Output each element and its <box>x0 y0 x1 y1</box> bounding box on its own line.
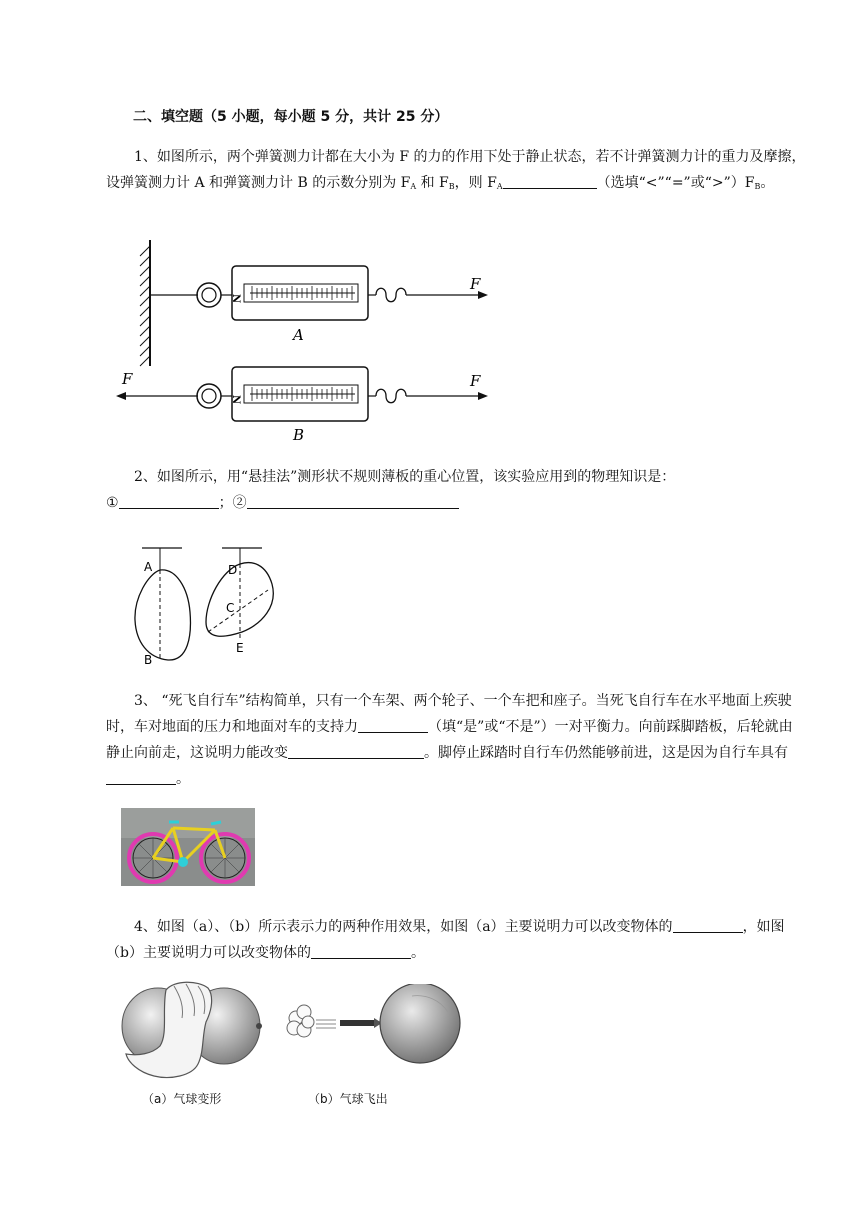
q4-answer-blank-2[interactable] <box>311 942 411 959</box>
point-c-label: C <box>226 601 235 615</box>
air-puff <box>287 1005 314 1037</box>
q1-text-d: （选填“<”“=”或“>”）F <box>596 175 755 191</box>
q1-text-e: 。 <box>760 175 775 191</box>
balloon-deformed-figure <box>118 980 266 1082</box>
q4-text-b: ，如图（b）主要说明力可以改变物体的 <box>106 919 785 961</box>
q3-text-c: 。脚停止踩踏时自行车仍然能够前进，这是因为自行车具有 <box>424 745 788 761</box>
scale-b-unit: N <box>230 395 241 405</box>
bicycle-photo <box>121 808 255 886</box>
q1-answer-blank[interactable] <box>503 172 597 189</box>
question-4 <box>106 914 806 966</box>
q4-text-a: 4、如图（a）、（b）所示表示力的两种作用效果，如图（a）主要说明力可以改变物体的 <box>134 919 673 935</box>
scale-b-label: B <box>293 426 305 444</box>
point-a-label: A <box>144 560 153 574</box>
q3-answer-blank-2[interactable] <box>288 742 424 759</box>
force-label-b-right: F <box>470 372 481 390</box>
q2-separator: ； <box>218 495 233 511</box>
point-d-label: D <box>228 563 238 577</box>
suspension-figure <box>126 540 276 670</box>
point-b-label: B <box>144 653 153 667</box>
force-label-b-left: F <box>122 370 133 388</box>
q1-text-a: 1、如图所示，两个弹簧测力计都在大小为 F 的力的作用下处于静止状态，若不计弹簧测力计的重力及摩擦，设弹簧测力计 A 和弹簧测力计 B 的示数分别为 F <box>106 149 806 191</box>
plate-right <box>206 548 273 655</box>
q3-answer-blank-3[interactable] <box>106 768 176 785</box>
q3-text-d: 。 <box>176 771 190 787</box>
force-label-a: F <box>470 275 481 293</box>
q2-mark-2: ② <box>232 495 247 511</box>
scale-a-label: A <box>293 326 304 344</box>
scale-a-unit: N <box>230 294 241 304</box>
balloon-flying-figure <box>282 984 462 1080</box>
q3-text-b: （填“是”或“不是”）一对平衡力。向前踩脚踏板，后轮就由静止向前走，这说明力能改变 <box>106 719 793 761</box>
q2-mark-1: ① <box>106 495 119 511</box>
spring-scale-a <box>150 266 488 344</box>
question-2-blanks <box>106 490 806 516</box>
q1-sub-c: A <box>496 182 503 191</box>
spring-scale-figure <box>110 236 500 446</box>
caption-b: （b）气球飞出 <box>308 1092 388 1106</box>
q1-text-c: ，则 F <box>454 175 497 191</box>
question-1 <box>106 144 806 200</box>
q1-text-b: 和 F <box>416 175 449 191</box>
q2-answer-blank-2[interactable] <box>247 492 459 509</box>
plate-left <box>135 548 191 667</box>
q4-text-c: 。 <box>410 945 425 961</box>
q1-sub-b: B <box>448 182 455 191</box>
point-e-label: E <box>236 641 244 655</box>
wall <box>140 240 150 366</box>
caption-a: （a）气球变形 <box>142 1092 222 1106</box>
q3-answer-blank-1[interactable] <box>358 716 428 733</box>
q2-text-a: 2、如图所示，用“悬挂法”测形状不规则薄板的重心位置，该实验应用到的物理知识是： <box>134 469 676 485</box>
question-3 <box>106 688 806 792</box>
spring-scale-b <box>116 367 488 444</box>
question-2 <box>106 464 806 490</box>
q1-sub-d: B <box>754 182 761 191</box>
section-title: 二、填空题（5 小题，每小题 5 分，共计 25 分） <box>133 109 449 125</box>
q4-answer-blank-1[interactable] <box>673 916 743 933</box>
q2-answer-blank-1[interactable] <box>119 492 219 509</box>
q3-text-a: 3、 “死飞自行车”结构简单，只有一个车架、两个轮子、一个车把和座子。当死飞自行车在水平地面上疾驶时，车对地面的压力和地面对车的支持力 <box>106 693 792 735</box>
q1-sub-a: A <box>410 182 417 191</box>
